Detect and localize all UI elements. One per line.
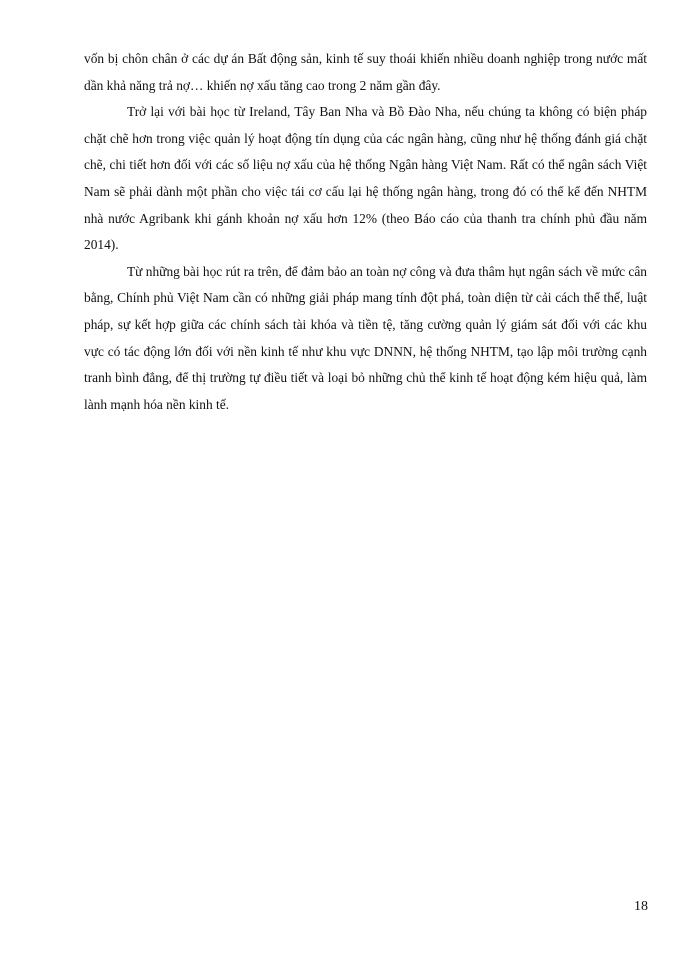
paragraph-2: Trở lại với bài học từ Ireland, Tây Ban Nha và Bồ Đào Nha, nếu chúng ta không có biện pháp chặt chẽ hơn trong việc quản lý hoạt động tín dụng của các ngân hàng, cũng như hệ thống đánh giá chặt chẽ, chi tiết hơn đối với các số liệu nợ xấu của hệ thống Ngân hàng Việt Nam. Rất có thể ngân sách Việt Nam sẽ phải dành một phần cho việc tái cơ cấu lại hệ thống ngân hàng, trong đó có thể kể đến NHTM nhà nước Agribank khi gánh khoản nợ xấu hơn 12% (theo Báo cáo của thanh tra chính phủ đầu năm 2014). xyxy=(84,104,647,253)
paragraph-1: vốn bị chôn chân ở các dự án Bất động sản, kinh tế suy thoái khiến nhiều doanh nghiệp trong nước mất dần khả năng trả nợ… khiến nợ xấu tăng cao trong 2 năm gần đây. xyxy=(84,51,647,93)
body-text xyxy=(84,46,647,418)
page-number: 18 xyxy=(634,899,648,914)
paragraph-3: Từ những bài học rút ra trên, để đảm bảo an toàn nợ công và đưa thâm hụt ngân sách về mức cân bằng, Chính phủ Việt Nam cần có những giải pháp mang tính đột phá, toàn diện từ cải cách thể thế, luật pháp, sự kết hợp giữa các chính sách tài khóa và tiền tệ, tăng cường quản lý giám sát đối với các khu vực có tác động lớn đối với nền kinh tế như khu vực DNNN, hệ thống NHTM, tạo lập môi trường cạnh tranh bình đẳng, để thị trường tự điều tiết và loại bỏ những chủ thể kinh tế hoạt động kém hiệu quả, làm lành mạnh hóa nền kinh tế. xyxy=(84,263,647,412)
